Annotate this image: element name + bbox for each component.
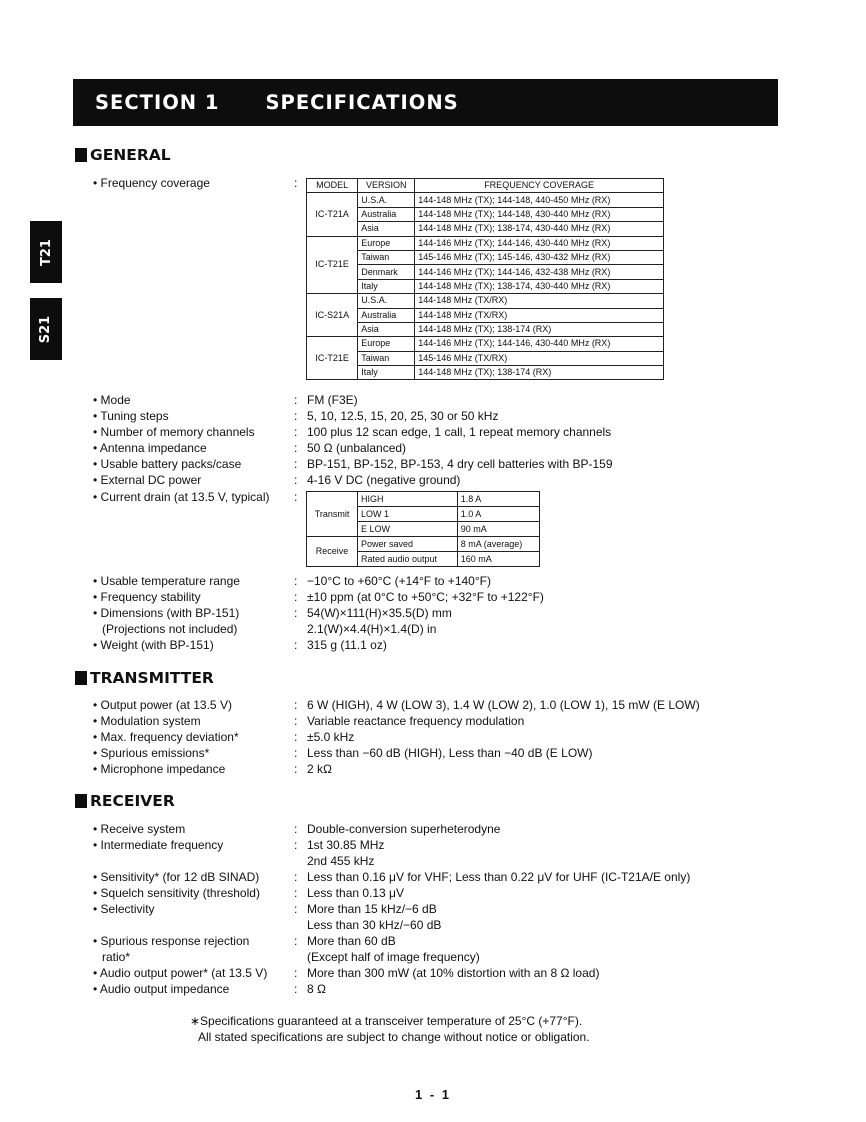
spec-value: Less than 0.16 μV for VHF; Less than 0.22 μV for UHF (IC-T21A/E only) [307,870,691,884]
version-cell: Italy [358,279,415,293]
table-row [307,351,664,365]
colon: : [294,838,298,852]
table-row [307,265,664,279]
spec-label: • Usable temperature range [93,574,240,588]
spec-value: Variable reactance frequency modulation [307,714,525,728]
header-model: MODEL [307,179,358,193]
page-number: 1 - 1 [414,1087,451,1102]
spec-value: ±5.0 kHz [307,730,355,744]
spec-label: • Selectivity [93,902,155,916]
colon: : [294,746,298,760]
coverage-cell: 145-146 MHz (TX/RX) [415,351,664,365]
drain-value-cell: 8 mA (average) [457,537,539,552]
drain-group-cell: Receive [307,537,358,567]
version-cell: Taiwan [358,250,415,264]
spec-label: • Usable battery packs/case [93,457,242,471]
table-row [307,322,664,336]
coverage-cell: 145-146 MHz (TX); 145-146, 430-432 MHz (RX) [415,250,664,264]
drain-mode-cell: LOW 1 [358,507,458,522]
spec-label: • Receive system [93,822,186,836]
spec-value: More than 300 mW (at 10% distortion with an 8 Ω load) [307,966,600,980]
table-row [307,207,664,221]
spec-value: 1st 30.85 MHz [307,838,385,852]
spec-value: 2nd 455 kHz [307,854,375,868]
coverage-cell: 144-148 MHz (TX/RX) [415,308,664,322]
table-row [307,193,664,207]
frequency-coverage-table [306,178,664,380]
spec-value: 54(W)×111(H)×35.5(D) mm [307,606,452,620]
spec-value: 6 W (HIGH), 4 W (LOW 3), 1.4 W (LOW 2), 1.0 (LOW 1), 15 mW (E LOW) [307,698,700,712]
colon: : [294,966,298,980]
spec-value: Less than −60 dB (HIGH), Less than −40 dB (E LOW) [307,746,593,760]
coverage-cell: 144-148 MHz (TX); 138-174, 430-440 MHz (RX) [415,222,664,236]
transmitter-title: TRANSMITTER [90,669,214,687]
version-cell: Taiwan [358,351,415,365]
table-row [307,366,664,380]
spec-label: (Projections not included) [102,622,238,636]
colon: : [294,457,298,471]
general-heading [75,146,171,164]
spec-label: • Spurious emissions* [93,746,210,760]
table-row [307,492,540,507]
version-cell: Europe [358,236,415,250]
coverage-cell: 144-148 MHz (TX); 138-174, 430-440 MHz (RX) [415,279,664,293]
colon: : [294,409,298,423]
spec-value: Less than 0.13 μV [307,886,404,900]
table-row [307,222,664,236]
model-cell: IC-S21A [307,294,358,337]
spec-label: • Sensitivity* (for 12 dB SINAD) [93,870,260,884]
spec-label: • Tuning steps [93,409,169,423]
header-version: VERSION [358,179,415,193]
coverage-cell: 144-148 MHz (TX); 138-174 (RX) [415,322,664,336]
colon: : [294,441,298,455]
colon: : [294,982,298,996]
section-number: SECTION 1 [95,91,220,114]
footnote-change-notice: All stated specifications are subject to change without notice or obligation. [198,1030,590,1044]
spec-value: BP-151, BP-152, BP-153, 4 dry cell batteries with BP-159 [307,457,613,471]
drain-mode-cell: Power saved [358,537,458,552]
spec-value: FM (F3E) [307,393,358,407]
footnote-temperature: ∗Specifications guaranteed at a transceiver temperature of 25°C (+77°F). [190,1014,583,1028]
colon: : [294,934,298,948]
spec-value: Double-conversion superheterodyne [307,822,501,836]
current-drain-label: • Current drain (at 13.5 V, typical) [93,490,270,504]
spec-label: ratio* [102,950,131,964]
spec-value: Less than 30 kHz/−60 dB [307,918,442,932]
spec-label: • Audio output impedance [93,982,230,996]
spec-label: • Number of memory channels [93,425,255,439]
receiver-title: RECEIVER [90,792,175,810]
colon: : [294,698,298,712]
coverage-cell: 144-146 MHz (TX); 144-146, 432-438 MHz (RX) [415,265,664,279]
model-cell: IC-T21E [307,236,358,294]
spec-label: • Audio output power* (at 13.5 V) [93,966,268,980]
section-title: SPECIFICATIONS [265,91,459,114]
general-title: GENERAL [90,146,171,164]
colon: : [294,473,298,487]
spec-value: (Except half of image frequency) [307,950,480,964]
spec-value: 50 Ω (unbalanced) [307,441,407,455]
spec-label: • Mode [93,393,131,407]
colon: : [294,730,298,744]
table-header-row [307,179,664,193]
version-cell: Australia [358,207,415,221]
version-cell: U.S.A. [358,294,415,308]
table-row [307,337,664,351]
spec-label: • External DC power [93,473,202,487]
drain-value-cell: 1.0 A [457,507,539,522]
bullet-square-icon [75,671,87,685]
spec-value: 2 kΩ [307,762,332,776]
colon: : [294,886,298,900]
version-cell: Denmark [358,265,415,279]
version-cell: Asia [358,222,415,236]
colon: : [294,606,298,620]
drain-mode-cell: Rated audio output [358,552,458,567]
table-row [307,308,664,322]
table-row [307,250,664,264]
frequency-coverage-label: • Frequency coverage [93,176,210,190]
header-coverage: FREQUENCY COVERAGE [415,179,664,193]
side-tab-t21 [30,221,62,283]
transmitter-heading [75,669,214,687]
spec-value: More than 60 dB [307,934,396,948]
spec-label: • Weight (with BP-151) [93,638,214,652]
colon: : [294,902,298,916]
drain-value-cell: 90 mA [457,522,539,537]
coverage-cell: 144-146 MHz (TX); 144-146, 430-440 MHz (RX) [415,337,664,351]
spec-label: • Modulation system [93,714,201,728]
colon: : [294,393,298,407]
spec-label: • Squelch sensitivity (threshold) [93,886,260,900]
side-tab-label: T21 [38,238,54,266]
colon: : [294,870,298,884]
spec-value: More than 15 kHz/−6 dB [307,902,437,916]
spec-value: 100 plus 12 scan edge, 1 call, 1 repeat memory channels [307,425,612,439]
coverage-cell: 144-148 MHz (TX); 144-148, 430-440 MHz (RX) [415,207,664,221]
spec-value: −10°C to +60°C (+14°F to +140°F) [307,574,491,588]
colon: : [294,490,298,504]
colon: : [294,762,298,776]
version-cell: Europe [358,337,415,351]
spec-value: 315 g (11.1 oz) [307,638,387,652]
receiver-heading [75,792,175,810]
spec-value: 8 Ω [307,982,326,996]
colon: : [294,176,298,190]
frequency-table-body [307,193,664,380]
version-cell: U.S.A. [358,193,415,207]
side-tab-label: S21 [38,315,54,343]
table-row [307,537,540,552]
spec-label: • Dimensions (with BP-151) [93,606,240,620]
version-cell: Australia [358,308,415,322]
spec-value: 2.1(W)×4.4(H)×1.4(D) in [307,622,437,636]
version-cell: Italy [358,366,415,380]
coverage-cell: 144-148 MHz (TX/RX) [415,294,664,308]
table-row [307,236,664,250]
spec-label: • Frequency stability [93,590,201,604]
colon: : [294,638,298,652]
colon: : [294,822,298,836]
drain-value-cell: 1.8 A [457,492,539,507]
spec-label: • Output power (at 13.5 V) [93,698,232,712]
colon: : [294,590,298,604]
spec-label: • Antenna impedance [93,441,207,455]
drain-mode-cell: HIGH [358,492,458,507]
drain-mode-cell: E LOW [358,522,458,537]
section-header-bar [73,79,778,126]
spec-label: • Spurious response rejection [93,934,250,948]
coverage-cell: 144-146 MHz (TX); 144-146, 430-440 MHz (RX) [415,236,664,250]
drain-value-cell: 160 mA [457,552,539,567]
spec-value: 5, 10, 12.5, 15, 20, 25, 30 or 50 kHz [307,409,499,423]
spec-value: ±10 ppm (at 0°C to +50°C; +32°F to +122°F) [307,590,544,604]
drain-group-cell: Transmit [307,492,358,537]
drain-table-body [307,492,540,567]
table-row [307,294,664,308]
colon: : [294,425,298,439]
spec-label: • Max. frequency deviation* [93,730,239,744]
current-drain-table [306,491,540,567]
colon: : [294,574,298,588]
spec-value: 4-16 V DC (negative ground) [307,473,461,487]
coverage-cell: 144-148 MHz (TX); 138-174 (RX) [415,366,664,380]
side-tab-s21 [30,298,62,360]
spec-label: • Microphone impedance [93,762,226,776]
bullet-square-icon [75,148,87,162]
spec-label: • Intermediate frequency [93,838,224,852]
coverage-cell: 144-148 MHz (TX); 144-148, 440-450 MHz (RX) [415,193,664,207]
version-cell: Asia [358,322,415,336]
model-cell: IC-T21A [307,193,358,236]
bullet-square-icon [75,794,87,808]
table-row [307,279,664,293]
colon: : [294,714,298,728]
model-cell: IC-T21E [307,337,358,380]
